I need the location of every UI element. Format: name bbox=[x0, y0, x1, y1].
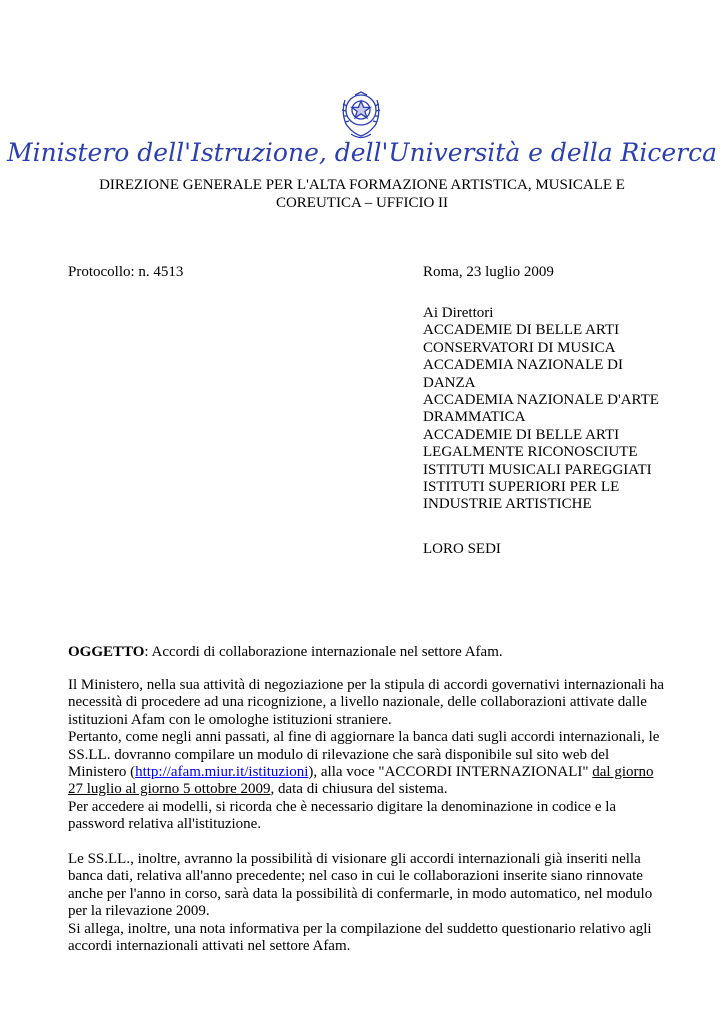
subject-line bbox=[68, 643, 503, 661]
addressee-line: CONSERVATORI DI MUSICA bbox=[423, 339, 616, 356]
paragraph-line: istituzioni Afam con le omologhe istituzioni straniere. bbox=[68, 711, 392, 728]
ministry-name: Ministero dell'Istruzione, dell'Università e della Ricerca bbox=[6, 138, 718, 167]
addressee-line: DRAMMATICA bbox=[423, 409, 526, 426]
afam-link[interactable]: http://afam.miur.it/istituzioni bbox=[135, 764, 309, 781]
paragraph-line: Il Ministero, nella sua attività di negoziazione per la stipula di accordi governativi internazionali ha bbox=[68, 677, 665, 693]
addressee-line: ACCADEMIA NAZIONALE DI bbox=[423, 357, 623, 374]
directorate-line: DIREZIONE GENERALE PER L'ALTA FORMAZIONE ARTISTICA, MUSICALE E bbox=[99, 177, 625, 193]
paragraph-line: Per accedere ai modelli, si ricorda che è necessario digitare la denominazione in codice e la bbox=[68, 798, 617, 815]
addressee-line: Ai Direttori bbox=[423, 305, 494, 321]
text-fragment: ), alla voce "ACCORDI INTERNAZIONALI" bbox=[308, 764, 593, 781]
paragraph-line: necessità di procedere ad una ricognizione, a livello nazionale, delle collaborazioni attivate dalle bbox=[68, 694, 647, 711]
paragraph-line bbox=[68, 764, 668, 781]
addressee-line: ACCADEMIE DI BELLE ARTI bbox=[423, 426, 620, 443]
directorate-line: COREUTICA – UFFICIO II bbox=[275, 195, 449, 211]
paragraph-line: Si allega, inoltre, una nota informativa per la compilazione del suddetto questionario relativo agli bbox=[68, 920, 652, 937]
deadline-underlined: dal giorno bbox=[592, 764, 654, 781]
text-fragment: Ministero ( bbox=[68, 764, 136, 781]
paragraph-line: per la rilevazione 2009. bbox=[68, 903, 210, 920]
italian-republic-emblem-icon bbox=[337, 86, 385, 142]
addressee-line: ISTITUTI SUPERIORI PER LE bbox=[423, 479, 620, 496]
addressee-line: DANZA bbox=[423, 374, 476, 391]
subject-label: OGGETTO bbox=[68, 644, 145, 660]
addressee-block bbox=[423, 305, 663, 514]
addressee-line: LEGALMENTE RICONOSCIUTE bbox=[423, 444, 638, 461]
text-fragment: , data di chiusura del sistema. bbox=[270, 781, 448, 798]
paragraph-line: accordi internazionali attivati nel settore Afam. bbox=[68, 938, 351, 955]
deadline-underlined: 27 luglio al giorno 5 ottobre 2009 bbox=[68, 781, 271, 798]
loro-sedi: LORO SEDI bbox=[423, 541, 501, 557]
letter-date: Roma, 23 luglio 2009 bbox=[423, 264, 554, 280]
paragraph-line: password relativa all'istituzione. bbox=[68, 816, 262, 833]
addressee-line: ACCADEMIE DI BELLE ARTI bbox=[423, 322, 620, 339]
paragraph-line: banca dati, relativa all'anno precedente; nel caso in cui le collaborazioni inserite siano rinnovate bbox=[68, 868, 643, 885]
paragraph-line: anche per l'anno in corso, sarà data la possibilità di confermarle, in modo automatico, nel modulo bbox=[68, 885, 653, 902]
paragraph-line: Le SS.LL., inoltre, avranno la possibilità di visionare gli accordi internazionali già inseriti nella bbox=[68, 851, 641, 868]
addressee-line: INDUSTRIE ARTISTICHE bbox=[423, 496, 592, 513]
paragraph-line: SS.LL. dovranno compilare un modulo di rilevazione che sarà disponibile sul sito web del bbox=[68, 746, 610, 763]
addressee-line: ISTITUTI MUSICALI PAREGGIATI bbox=[423, 461, 652, 478]
letter-body bbox=[68, 677, 668, 955]
protocol-number: Protocollo: n. 4513 bbox=[68, 264, 184, 280]
paragraph-line bbox=[68, 781, 668, 798]
blank-line bbox=[68, 834, 668, 851]
directorate-heading bbox=[90, 176, 634, 212]
subject-text: : Accordi di collaborazione internazionale nel settore Afam. bbox=[144, 644, 503, 660]
paragraph-line: Pertanto, come negli anni passati, al fine di aggiornare la banca dati sugli accordi internazionali, le bbox=[68, 729, 660, 746]
addressee-line: ACCADEMIA NAZIONALE D'ARTE bbox=[423, 392, 659, 409]
